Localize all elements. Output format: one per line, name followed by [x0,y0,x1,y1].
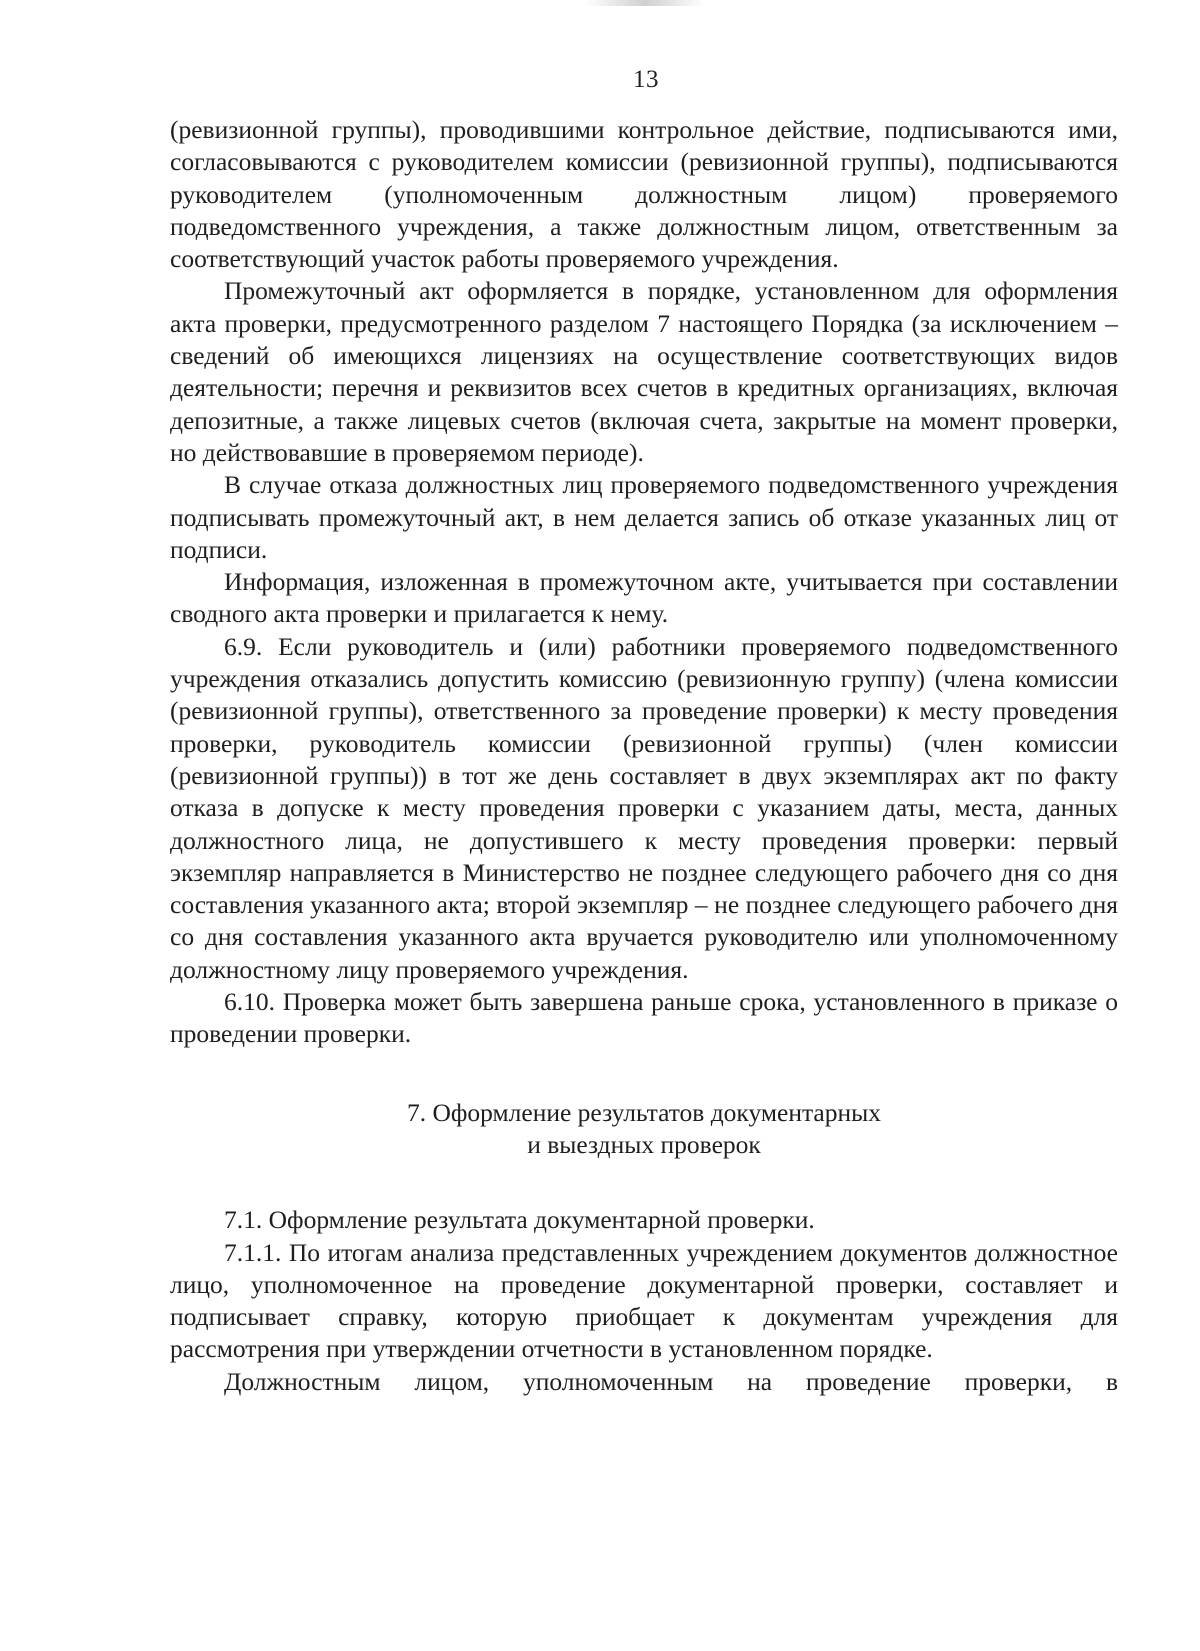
paragraph-6-9: 6.9. Если руководитель и (или) работники проверяемого подведомственного учреждения отказались допустить комиссию (ревизионную группу) (члена комиссии (ревизионной группы), ответственного за проведение проверки) к месту проведения проверки, руководитель комиссии (ревизионной группы) (член комиссии (ревизионной группы)) в тот же день составляет в двух экземплярах акт по факту отказа в допуске к месту проведения проверки с указанием даты, места, данных должностного лица, не допустившего к месту проведения проверки: первый экземпляр направляется в Министерство не позднее следующего рабочего дня со дня составления указанного акта; второй экземпляр – не позднее следующего рабочего дня со дня составления указанного акта вручается руководителю или уполномоченному должностному лицу проверяемого учреждения. [170,631,1118,984]
paragraph-official: Должностным лицом, уполномоченным на проведение проверки, в [224,1366,1118,1396]
scan-artifact [585,0,705,6]
paragraph-continuation: (ревизионной группы), проводившими контрольное действие, подписываются ими, согласовываются с руководителем комиссии (ревизионной группы), подписываются руководителем (уполномоченным должностным лицом) проверяемого подведомственного учреждения, а также должностным лицом, ответственным за соответствующий участок работы проверяемого учреждения. [170,115,1118,274]
section-heading-line-2: и выездных проверок [527,1129,761,1159]
paragraph-7-1-1: 7.1.1. По итогам анализа представленных учреждением документов должностное лицо, уполномоченное на проведение документарной проверки, составляет и подписывает справку, которую приобщает к документам учреждения для рассмотрения при утверждении отчетности в установленном порядке. [170,1237,1118,1364]
document-body [170,114,1118,1398]
paragraph-6-10: 6.10. Проверка может быть завершена раньше срока, установленного в приказе о проведении проверки. [170,987,1118,1049]
paragraph-7-1: 7.1. Оформление результата документарной проверки. [224,1205,815,1235]
section-heading-line-1: 7. Оформление результатов документарных [406,1097,882,1127]
section-heading [170,1097,1118,1162]
paragraph-refusal-to-sign: В случае отказа должностных лиц проверяемого подведомственного учреждения подписывать промежуточный акт, в нем делается запись об отказе указанных лиц от подписи. [170,470,1118,564]
paragraph-interim-act: Промежуточный акт оформляется в порядке, установленном для оформления акта проверки, предусмотренного разделом 7 настоящего Порядка (за исключением – сведений об имеющихся лицензиях на осуществление соответствующих видов деятельности; перечня и реквизитов всех счетов в кредитных организациях, включая депозитные, а также лицевых счетов (включая счета, закрытые на момент проверки, но действовавшие в проверяемом периоде). [170,276,1118,467]
paragraph-information: Информация, изложенная в промежуточном акте, учитывается при составлении сводного акта проверки и прилагается к нему. [170,567,1118,629]
page-number: 13 [633,66,659,93]
